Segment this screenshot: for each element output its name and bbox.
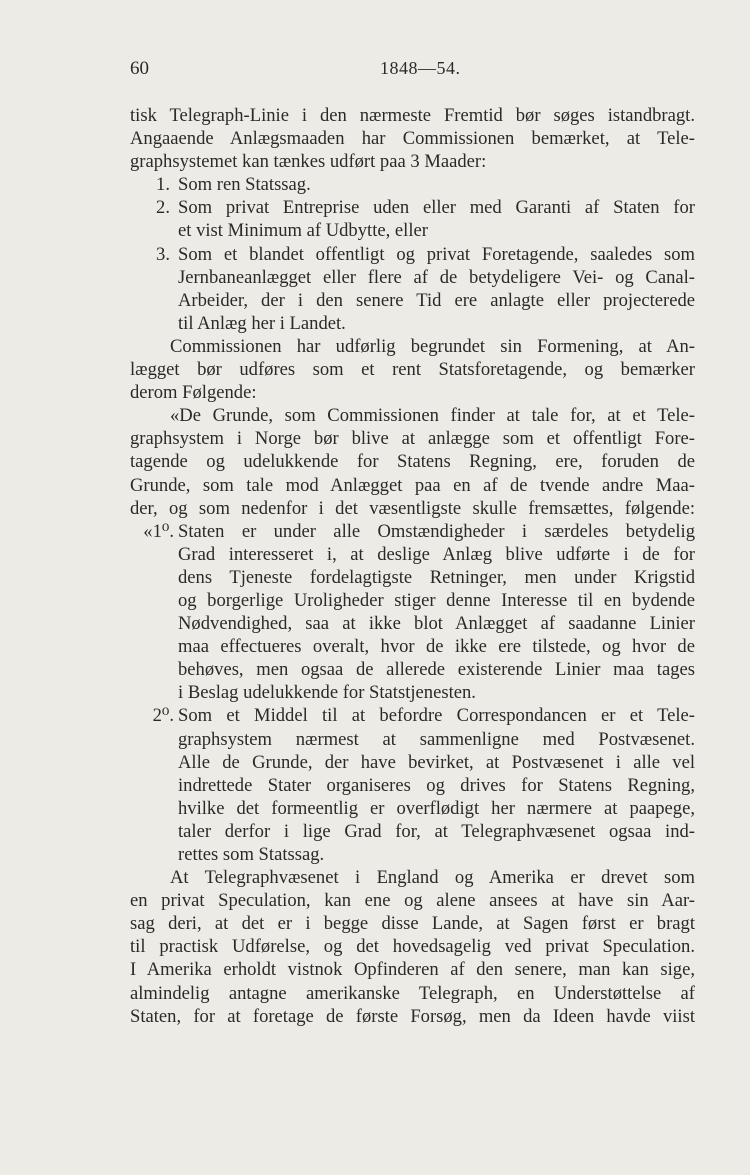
text-line: der, og som nedenfor i det væsentligste skulle fremsættes, følgende: <box>130 497 695 519</box>
list-marker: 3. <box>156 243 170 265</box>
text-line: maa effectueres overalt, hvor de ikke ere tilstede, og hvor de <box>178 636 695 658</box>
text-line: Commissionen har udførlig begrundet sin Formening, at An- <box>170 335 695 357</box>
text-line: Staten, for at foretage de første Forsøg, men da Ideen havde viist <box>130 1005 695 1027</box>
text-line: til Anlæg her i Landet. <box>178 312 346 334</box>
text-line: almindelig antagne amerikanske Telegraph, en Understøttelse af <box>130 982 695 1004</box>
point-marker: «1⁰. <box>143 520 174 542</box>
list-item <box>130 196 695 242</box>
text-line: sag deri, at det er i begge disse Lande, at Sagen først er bragt <box>130 913 695 935</box>
text-line: Som ren Statssag. <box>178 174 311 196</box>
text-line: dens Tjeneste fordelagtigste Retninger, men under Krigstid <box>178 566 695 588</box>
text-line: graphsystemet kan tænkes udført paa 3 Maader: <box>130 151 487 173</box>
point-marker: 2⁰. <box>152 705 174 727</box>
text-line: graphsystem i Norge bør blive at anlægge som et offentligt Fore- <box>130 428 695 450</box>
text-line: I Amerika erholdt vistnok Opfinderen af den senere, man kan sige, <box>130 959 695 981</box>
text-line: hvilke det formeentlig er overflødigt her nærmere at paapege, <box>178 797 695 819</box>
list-marker: 2. <box>156 197 170 219</box>
text-line: indrettede Stater organiseres og drives for Statens Regning, <box>178 774 695 796</box>
text-line: tisk Telegraph-Linie i den nærmeste Fremtid bør søges istandbragt. <box>130 105 695 126</box>
body-text <box>130 104 695 1028</box>
text-line: Jernbaneanlægget eller flere af de betydeligere Vei- og Canal- <box>178 266 695 288</box>
text-line: behøves, men ogsaa de allerede existerende Linier maa tages <box>178 659 695 681</box>
text-line: «De Grunde, som Commissionen finder at tale for, at et Tele- <box>170 405 695 427</box>
page-header <box>130 58 695 86</box>
text-line: en privat Speculation, kan ene og alene ansees at have sin Aar- <box>130 890 695 912</box>
text-line: et vist Minimum af Udbytte, eller <box>178 220 428 242</box>
numbered-point <box>130 520 695 705</box>
text-line: til practisk Udførelse, og det hovedsagelig ved privat Speculation. <box>130 936 695 958</box>
text-line: lægget bør udføres som et rent Statsforetagende, og bemærker <box>130 359 695 381</box>
text-line: Arbeider, der i den senere Tid ere anlagte eller projecterede <box>178 289 695 311</box>
list-item <box>130 243 695 335</box>
text-line: Som et Middel til at befordre Correspondancen er et Tele- <box>178 705 695 727</box>
text-line: i Beslag udelukkende for Statstjenesten. <box>178 682 476 704</box>
running-head: 1848—54. <box>380 58 461 78</box>
text-line: tagende og udelukkende for Statens Regning, ere, foruden de <box>130 451 695 473</box>
text-line: og borgerlige Uroligheder stiger denne Interesse til en bydende <box>178 589 695 611</box>
text-line: Som privat Entreprise uden eller med Garanti af Staten for <box>178 197 695 219</box>
text-line: Som et blandet offentligt og privat Foretagende, saaledes som <box>178 243 695 265</box>
text-line: At Telegraphvæsenet i England og Amerika er drevet som <box>170 867 695 889</box>
list-item <box>130 173 695 196</box>
text-line: Nødvendighed, saa at ikke blot Anlægget af saadanne Linier <box>178 613 695 635</box>
text-line: rettes som Statssag. <box>178 844 325 865</box>
numbered-point <box>130 704 695 866</box>
text-line: derom Følgende: <box>130 382 257 404</box>
text-line: graphsystem nærmest at sammenligne med Postvæsenet. <box>178 728 695 750</box>
list-marker: 1. <box>156 174 170 196</box>
text-line: taler derfor i lige Grad for, at Telegraphvæsenet ogsaa ind- <box>178 820 695 842</box>
text-line: Grad interesseret i, at deslige Anlæg blive udførte i de for <box>178 543 695 565</box>
text-line: Angaaende Anlægsmaaden har Commissionen bemærket, at Tele- <box>130 128 695 150</box>
text-line: Alle de Grunde, der have bevirket, at Postvæsenet i alle vel <box>178 751 695 773</box>
page-number: 60 <box>130 58 149 79</box>
text-line: Staten er under alle Omstændigheder i særdeles betydelig <box>178 520 695 542</box>
text-line: Grunde, som tale mod Anlægget paa en af de tvende andre Maa- <box>130 474 695 496</box>
